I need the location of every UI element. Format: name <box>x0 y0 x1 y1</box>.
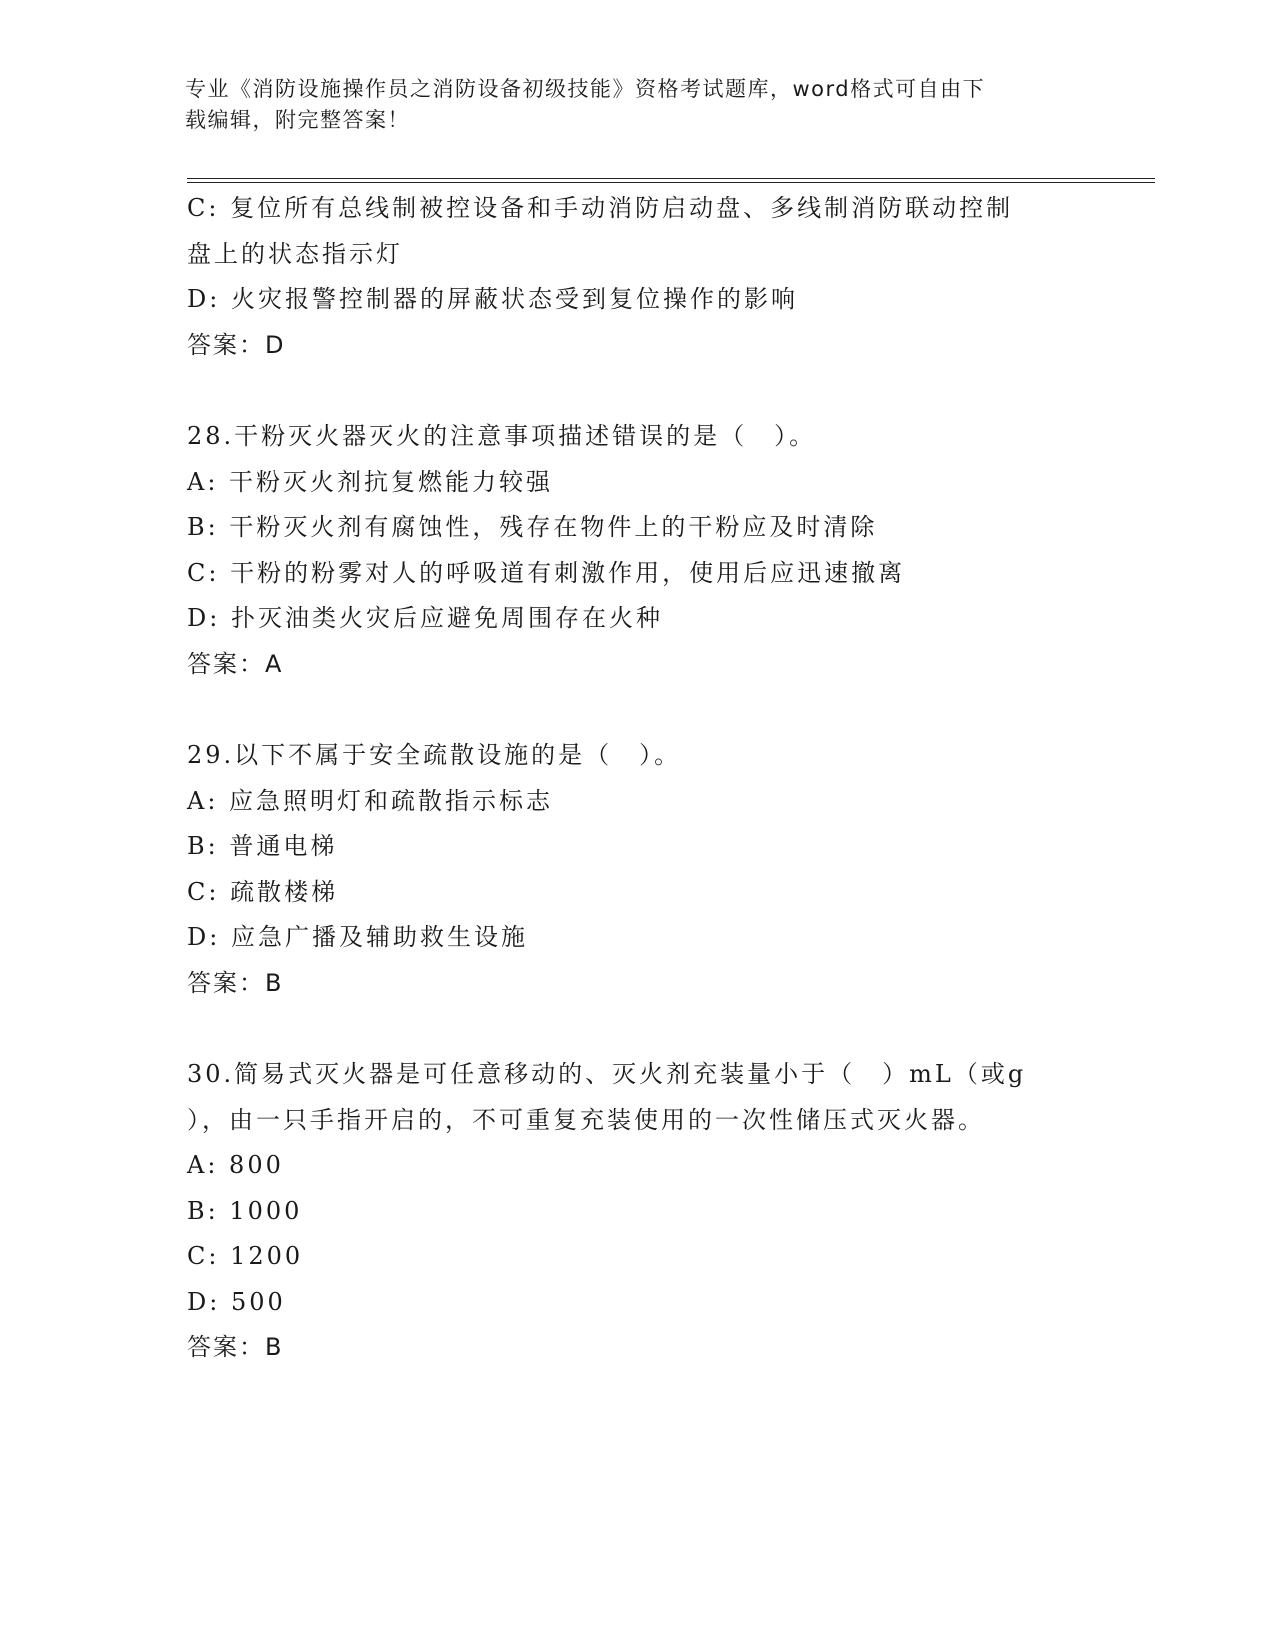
document-body <box>187 186 1087 1371</box>
option-c: C: 1200 <box>187 1242 304 1270</box>
question-stem: 29.以下不属于安全疏散设施的是（ ）。 <box>187 741 682 769</box>
question-stem-line-2: ），由一只手指开启的，不可重复充装使用的一次性储压式灭火器。 <box>187 1105 985 1134</box>
option-a: A: 干粉灭火剂抗复燃能力较强 <box>187 467 554 496</box>
option-d: D: 扑灭油类火灾后应避免周围存在火种 <box>187 604 663 632</box>
option-b: B: 普通电梯 <box>187 832 338 860</box>
option-c: C: 干粉的粉雾对人的呼吸道有刺激作用，使用后应迅速撤离 <box>187 558 906 587</box>
question-27-continued <box>187 186 1087 368</box>
spacer <box>187 687 1087 733</box>
header-line-2: 载编辑，附完整答案！ <box>185 108 410 132</box>
option-b: B: 1000 <box>187 1196 303 1225</box>
option-c-line-1: C: 复位所有总线制被控设备和手动消防启动盘、多线制消防联动控制 <box>187 194 1014 222</box>
option-b: B: 干粉灭火剂有腐蚀性，残存在物件上的干粉应及时清除 <box>187 513 878 541</box>
option-c-line-2: 盘上的状态指示灯 <box>187 239 403 268</box>
option-a: A: 应急照明灯和疏散指示标志 <box>187 786 554 815</box>
spacer <box>187 368 1087 414</box>
header-line-1: 专业《消防设施操作员之消防设备初级技能》资格考试题库，word格式可自由下 <box>185 77 986 101</box>
question-29 <box>187 733 1087 1006</box>
answer: 答案：B <box>187 1333 284 1361</box>
question-stem-line-1: 30.简易式灭火器是可任意移动的、灭火剂充装量小于（ ）mL（或g <box>187 1060 1027 1088</box>
option-d: D: 500 <box>187 1287 286 1316</box>
spacer <box>187 1006 1087 1052</box>
answer: 答案：B <box>187 968 284 997</box>
option-a: A: 800 <box>187 1151 284 1179</box>
answer: 答案：A <box>187 649 284 678</box>
option-c: C: 疏散楼梯 <box>187 877 339 906</box>
header-divider-bottom <box>187 182 1155 183</box>
document-header <box>185 74 1085 136</box>
header-divider-top <box>187 178 1155 179</box>
option-d: D: 火灾报警控制器的屏蔽状态受到复位操作的影响 <box>187 285 798 313</box>
question-stem: 28.干粉灭火器灭火的注意事项描述错误的是（ ）。 <box>187 422 817 450</box>
answer: 答案：D <box>187 330 286 359</box>
option-d: D: 应急广播及辅助救生设施 <box>187 923 528 951</box>
question-30 <box>187 1052 1087 1371</box>
question-28 <box>187 414 1087 687</box>
